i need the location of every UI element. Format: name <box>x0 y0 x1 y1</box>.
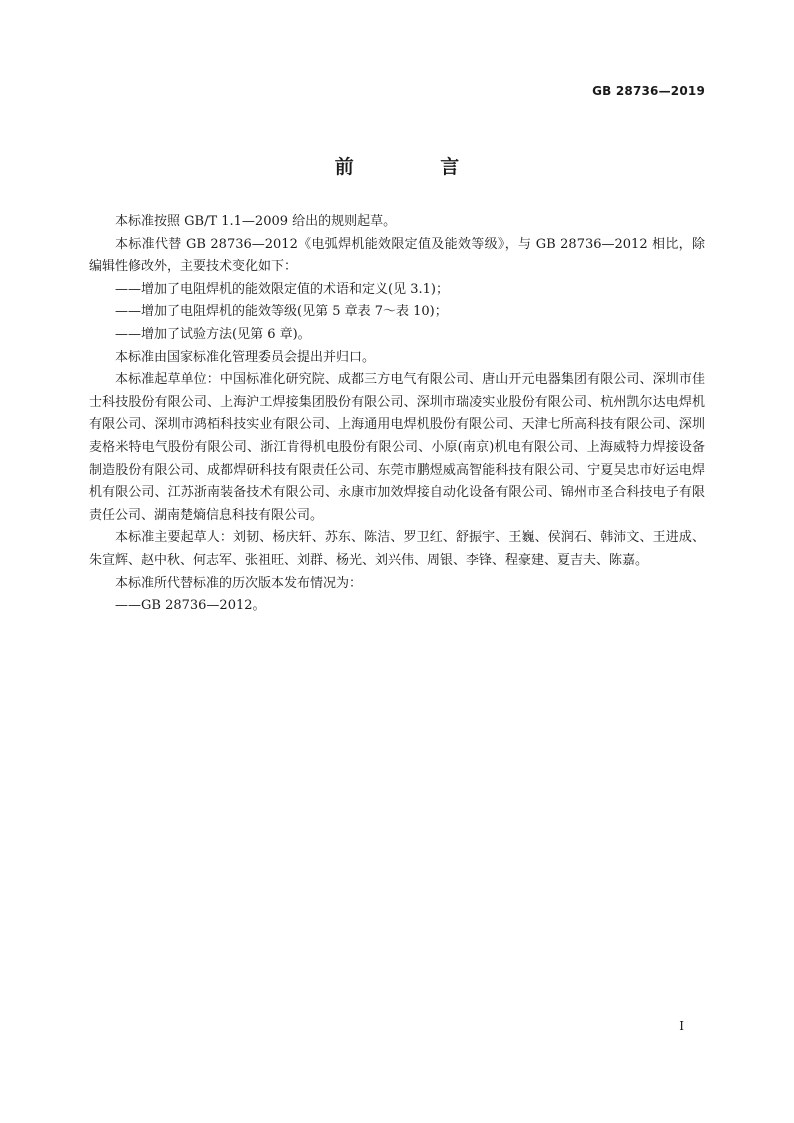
paragraph-drafting-units: 本标准起草单位：中国标准化研究院、成都三方电气有限公司、唐山开元电器集团有限公司、深圳市佳士科技股份有限公司、上海沪工焊接集团股份有限公司、深圳市瑞凌实业股份有限公司、杭州凯尔达电焊机有限公司、深圳市鸿栢科技实业有限公司、上海通用电焊机股份有限公司、天津七所高科技有限公司、深圳麦格米特电气股份有限公司、浙江肯得机电股份有限公司、小原(南京)机电有限公司、上海威特力焊接设备制造股份有限公司、成都焊研科技有限责任公司、东莞市鹏煜威高智能科技有限公司、宁夏吴忠市好运电焊机有限公司、江苏浙南装备技术有限公司、永康市加效焊接自动化设备有限公司、锦州市圣合科技电子有限责任公司、湖南楚熵信息科技有限公司。 <box>89 372 705 523</box>
paragraph-drafters: 本标准主要起草人：刘韧、杨庆轩、苏东、陈洁、罗卫红、舒振宇、王巍、侯润石、韩沛文、王进成、朱宣辉、赵中秋、何志军、张祖旺、刘群、杨光、刘兴伟、周银、李锋、程豪建、夏吉夫、陈嘉。 <box>89 530 705 568</box>
paragraph-proposed-by: 本标准由国家标准化管理委员会提出并归口。 <box>115 349 376 365</box>
paragraph-replacement: 本标准代替 GB 28736—2012《电弧焊机能效限定值及能效等级》，与 GB 28736—2012 相比，除编辑性修改外，主要技术变化如下： <box>89 236 705 275</box>
standard-code: GB 28736—2019 <box>592 84 705 98</box>
history-item: ——GB 28736—2012。 <box>115 598 266 614</box>
paragraph-history: 本标准所代替标准的历次版本发布情况为： <box>115 575 363 591</box>
change-item-grades: ——增加了电阻焊机的能效等级(见第 5 章表 7～表 10)； <box>115 304 448 320</box>
page-number: I <box>679 1019 684 1033</box>
paragraph-drafting-rules: 本标准按照 GB/T 1.1—2009 给出的规则起草。 <box>115 214 397 229</box>
page-title: 前 言 <box>334 156 500 178</box>
foreword-body <box>89 211 705 618</box>
change-item-terms: ——增加了电阻焊机的能效限定值的术语和定义(见 3.1)； <box>115 281 449 297</box>
change-item-test-method: ——增加了试验方法(见第 6 章)。 <box>115 326 311 342</box>
